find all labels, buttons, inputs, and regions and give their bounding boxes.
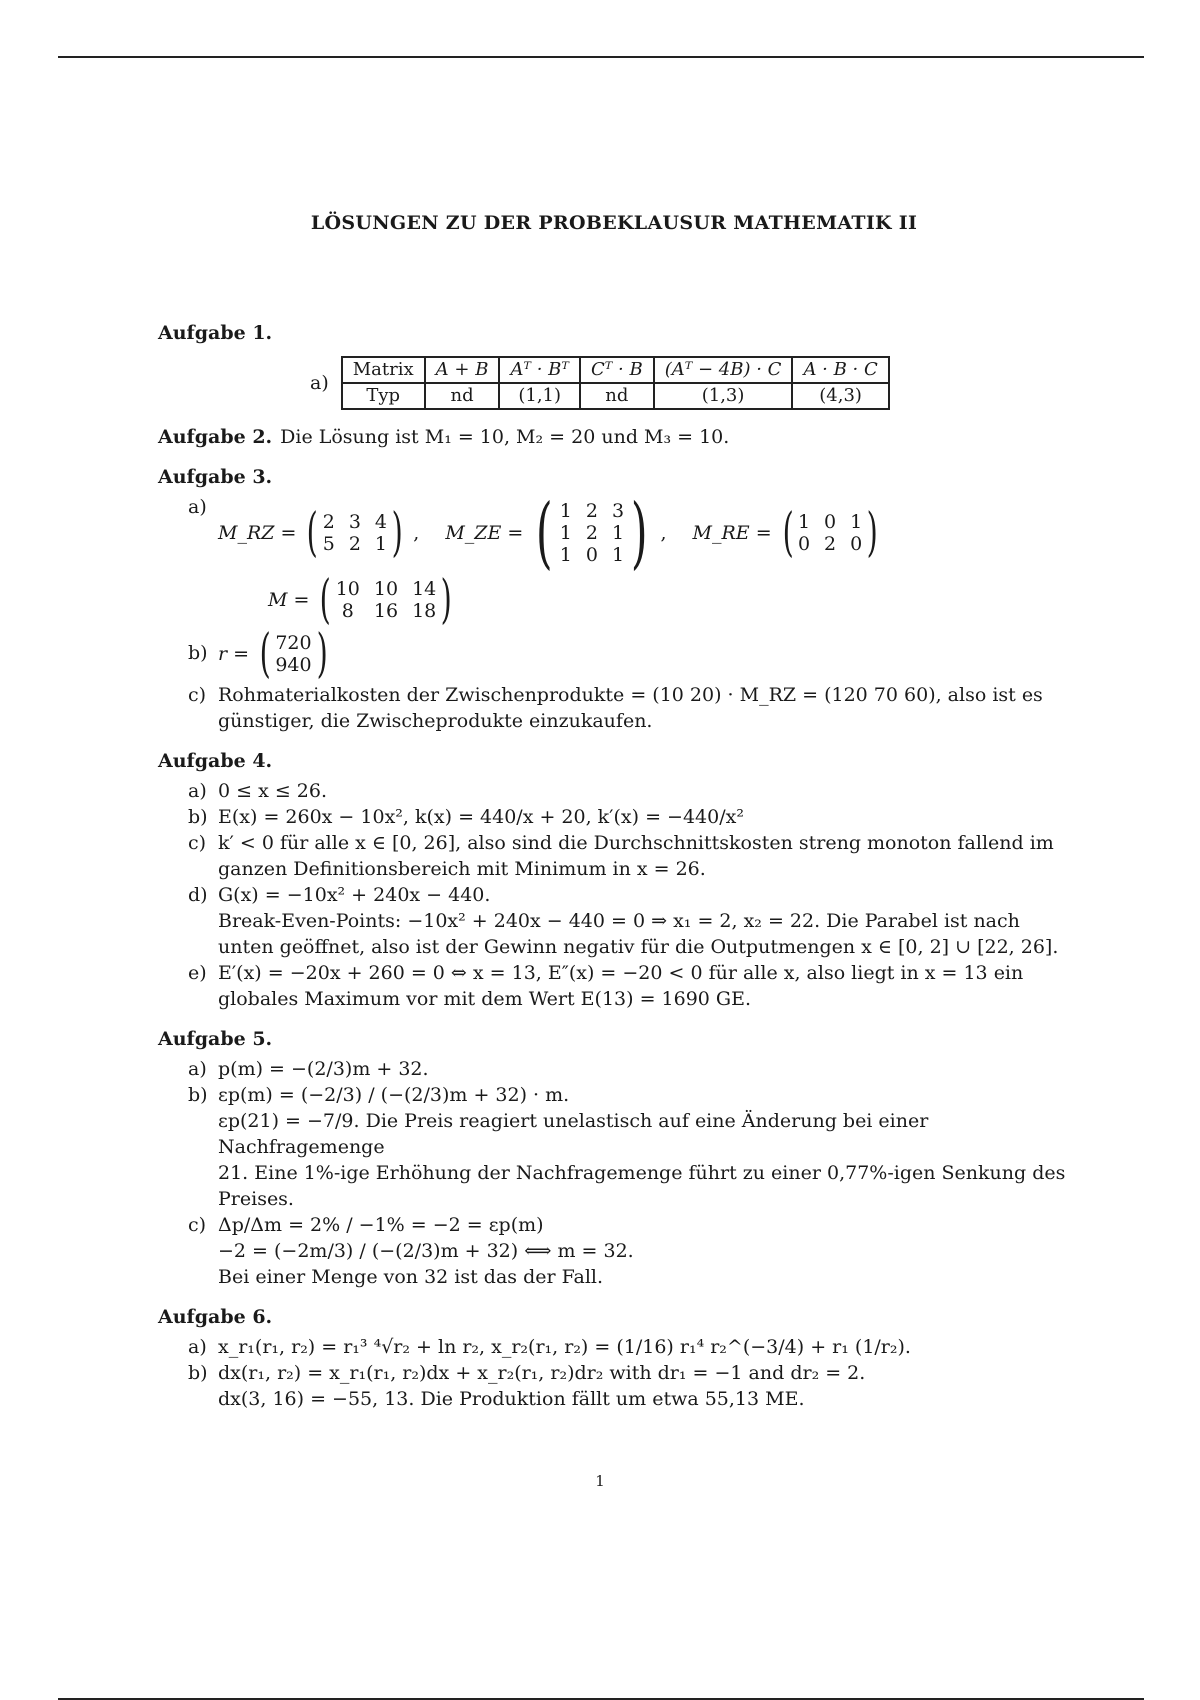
- mre-name: M_RE =: [692, 522, 772, 544]
- aufgabe-6-items: [188, 1334, 1070, 1412]
- mrz-name: M_RZ =: [218, 522, 297, 544]
- table-cell: (1,3): [654, 383, 793, 409]
- aufgabe-3-b: [188, 624, 1070, 684]
- aufgabe-4-c: [188, 830, 1070, 882]
- item-label: b): [188, 1362, 208, 1384]
- right-paren: ): [866, 503, 878, 563]
- matrix-cell: 10: [335, 578, 360, 600]
- text-line: dx(r₁, r₂) = x_r₁(r₁, r₂)dx + x_r₂(r₁, r₂)dr₂ with dr₁ = −1 and dr₂ = 2.: [218, 1362, 866, 1384]
- aufgabe-6-heading: Aufgabe 6.: [158, 1306, 273, 1328]
- aufgabe-6-b: [188, 1360, 1070, 1412]
- mze-name: M_ZE =: [445, 522, 524, 544]
- table-cell: Cᵀ · B: [580, 357, 654, 383]
- item-label: a): [188, 496, 207, 518]
- aufgabe-4-d: [188, 882, 1070, 960]
- table-cell: (Aᵀ − 4B) · C: [654, 357, 793, 383]
- table-header-row: [342, 357, 889, 383]
- left-paren: (: [319, 570, 332, 630]
- aufgabe-5-c: [188, 1212, 1070, 1290]
- text-line: x_r₁(r₁, r₂) = r₁³ ⁴√r₂ + ln r₂, x_r₂(r₁, r₂) = (1/16) r₁⁴ r₂^(−3/4) + r₁ (1/r₂).: [218, 1336, 911, 1358]
- item-label: c): [188, 684, 207, 706]
- table-cell: (4,3): [792, 383, 888, 409]
- item-label: a): [188, 1336, 207, 1358]
- matrix-cell: 4: [374, 511, 387, 533]
- text-line: dx(3, 16) = −55, 13. Die Produktion fällt um etwa 55,13 ME.: [218, 1388, 805, 1410]
- m-name: M =: [268, 589, 310, 611]
- text-line: p(m) = −(2/3)m + 32.: [218, 1058, 429, 1080]
- matrix-cell: 3: [611, 500, 625, 522]
- matrix-m: [315, 570, 456, 630]
- matrix-cell: 5: [322, 533, 335, 555]
- table-cell: (1,1): [499, 383, 580, 409]
- matrix-cell: 1: [559, 544, 572, 566]
- aufgabe-3-heading: Aufgabe 3.: [158, 466, 273, 488]
- matrix-cell: 0: [585, 544, 598, 566]
- aufgabe-6-a: [188, 1334, 1070, 1360]
- matrix-grid: [560, 500, 624, 566]
- matrix-cell: 2: [585, 522, 598, 544]
- top-rule: [58, 56, 1144, 58]
- matrix-cell: 1: [559, 500, 572, 522]
- matrix-cell: 10: [373, 578, 399, 600]
- aufgabe-2: [158, 424, 1070, 450]
- table-cell: nd: [425, 383, 500, 409]
- matrix-mze: [529, 488, 654, 578]
- text-line: Break-Even-Points: −10x² + 240x − 440 = 0 ⇒ x₁ = 2, x₂ = 22. Die Parabel ist nach: [218, 910, 1020, 932]
- document-body: [158, 210, 1070, 1426]
- text-line: E′(x) = −20x + 260 = 0 ⇔ x = 13, E″(x) = −20 < 0 für alle x, also liegt in x = 13 ein: [218, 962, 1024, 984]
- text-line: −2 = (−2m/3) / (−(2/3)m + 32) ⟺ m = 32.: [218, 1240, 634, 1262]
- aufgabe-5-items: [188, 1056, 1070, 1290]
- aufgabe-5-a: [188, 1056, 1070, 1082]
- matrix-grid: [323, 511, 387, 555]
- item-label: b): [188, 1084, 208, 1106]
- matrix-type-table: [341, 356, 890, 410]
- matrix-grid: [798, 511, 862, 555]
- aufgabe-3-a: [188, 488, 1070, 630]
- item-label: d): [188, 884, 208, 906]
- matrix-row: [218, 624, 1070, 684]
- text-line: G(x) = −10x² + 240x − 440.: [218, 884, 491, 906]
- matrix-cell: 0: [797, 533, 811, 555]
- matrix-cell: 1: [374, 533, 387, 555]
- matrix-row: [268, 570, 1070, 630]
- aufgabe-5: [158, 1026, 1070, 1290]
- aufgabe-2-text: Die Lösung ist M₁ = 10, M₂ = 20 und M₃ = 10.: [280, 426, 730, 448]
- item-label: c): [188, 1214, 207, 1236]
- matrix-type-row: [310, 356, 1070, 410]
- text-line: k′ < 0 für alle x ∈ [0, 26], also sind die Durchschnittskosten streng monoton fallend im: [218, 832, 1054, 854]
- right-paren: ): [391, 503, 403, 563]
- right-paren: ): [630, 488, 648, 578]
- item-label: b): [188, 806, 208, 828]
- aufgabe-3-items: [188, 488, 1070, 734]
- vector-r: [255, 624, 332, 684]
- aufgabe-4: [158, 748, 1070, 1012]
- left-paren: (: [536, 488, 553, 578]
- matrix-cell: 14: [412, 578, 437, 600]
- aufgabe-3-c: [188, 682, 1070, 734]
- right-paren: ): [316, 624, 328, 684]
- matrix-grid: [275, 632, 311, 676]
- matrix-cell: 3: [348, 511, 361, 533]
- matrix-cell: 16: [373, 600, 399, 622]
- matrix-cell: 1: [850, 511, 863, 533]
- aufgabe-3: [158, 464, 1070, 734]
- table-cell: Matrix: [342, 357, 425, 383]
- aufgabe-1: [158, 320, 1070, 410]
- item-label: a): [310, 372, 329, 394]
- page-number: 1: [595, 1472, 605, 1490]
- aufgabe-4-e: [188, 960, 1070, 1012]
- matrix-cell: 1: [611, 544, 625, 566]
- left-paren: (: [306, 503, 319, 563]
- left-paren: (: [259, 624, 271, 684]
- aufgabe-5-heading: Aufgabe 5.: [158, 1028, 273, 1050]
- aufgabe-1-heading: Aufgabe 1.: [158, 322, 273, 344]
- text-line: Rohmaterialkosten der Zwischenprodukte = (10 20) · M_RZ = (120 70 60), also ist es: [218, 684, 1043, 706]
- matrix-cell: 1: [797, 511, 811, 533]
- text-line: unten geöffnet, also ist der Gewinn negativ für die Outputmengen x ∈ [0, 2] ∪ [22, 26].: [218, 936, 1059, 958]
- page-title: LÖSUNGEN ZU DER PROBEKLAUSUR MATHEMATIK II: [310, 212, 918, 234]
- separator: ,: [660, 522, 667, 544]
- matrix-cell: 0: [824, 511, 837, 533]
- separator: ,: [413, 522, 420, 544]
- right-paren: ): [440, 570, 453, 630]
- matrix-cell: 8: [341, 600, 354, 622]
- table-row: [342, 383, 889, 409]
- text-line: Δp/Δm = 2% / −1% = −2 = εp(m): [218, 1214, 544, 1236]
- matrix-row: [218, 488, 1070, 578]
- matrix-cell: 720: [275, 632, 312, 654]
- table-cell: Aᵀ · Bᵀ: [499, 357, 580, 383]
- aufgabe-6: [158, 1304, 1070, 1412]
- text-line: günstiger, die Zwischeprodukte einzukaufen.: [218, 710, 653, 732]
- matrix-cell: 2: [348, 533, 361, 555]
- item-label: a): [188, 1058, 207, 1080]
- matrix-cell: 2: [585, 500, 598, 522]
- aufgabe-4-a: [188, 778, 1070, 804]
- table-cell: A · B · C: [792, 357, 888, 383]
- aufgabe-4-items: [188, 778, 1070, 1012]
- matrix-cell: 2: [322, 511, 335, 533]
- text-line: globales Maximum vor mit dem Wert E(13) = 1690 GE.: [218, 988, 752, 1010]
- text-line: Preises.: [218, 1188, 294, 1210]
- text-line: Bei einer Menge von 32 ist das der Fall.: [218, 1266, 604, 1288]
- table-cell: nd: [580, 383, 654, 409]
- matrix-cell: 1: [611, 522, 625, 544]
- item-label: b): [188, 642, 208, 664]
- table-cell: Typ: [342, 383, 425, 409]
- matrix-cell: 940: [275, 654, 312, 676]
- matrix-cell: 2: [824, 533, 837, 555]
- matrix-mre: [778, 503, 883, 563]
- item-label: a): [188, 780, 207, 802]
- text-line: εp(m) = (−2/3) / (−(2/3)m + 32) · m.: [218, 1084, 570, 1106]
- text-line: 21. Eine 1%-ige Erhöhung der Nachfragemenge führt zu einer 0,77%-igen Senkung des: [218, 1162, 1066, 1184]
- aufgabe-4-heading: Aufgabe 4.: [158, 750, 273, 772]
- aufgabe-2-line: [158, 424, 1070, 450]
- matrix-cell: 1: [559, 522, 572, 544]
- r-name: r =: [218, 643, 250, 665]
- left-paren: (: [782, 503, 794, 563]
- matrix-mrz: [302, 503, 407, 563]
- text-line: ganzen Definitionsbereich mit Minimum in x = 26.: [218, 858, 706, 880]
- aufgabe-5-b: [188, 1082, 1070, 1212]
- text-line: εp(21) = −7/9. Die Preis reagiert unelastisch auf eine Änderung bei einer Nachfragemenge: [218, 1110, 929, 1158]
- table-cell: A + B: [425, 357, 500, 383]
- text-line: 0 ≤ x ≤ 26.: [218, 780, 328, 802]
- item-label: c): [188, 832, 207, 854]
- item-label: e): [188, 962, 207, 984]
- matrix-cell: 18: [412, 600, 437, 622]
- aufgabe-2-heading: Aufgabe 2.: [158, 426, 273, 448]
- matrix-cell: 0: [850, 533, 863, 555]
- matrix-grid: [336, 578, 437, 622]
- aufgabe-4-b: [188, 804, 1070, 830]
- text-line: E(x) = 260x − 10x², k(x) = 440/x + 20, k′(x) = −440/x²: [218, 806, 744, 828]
